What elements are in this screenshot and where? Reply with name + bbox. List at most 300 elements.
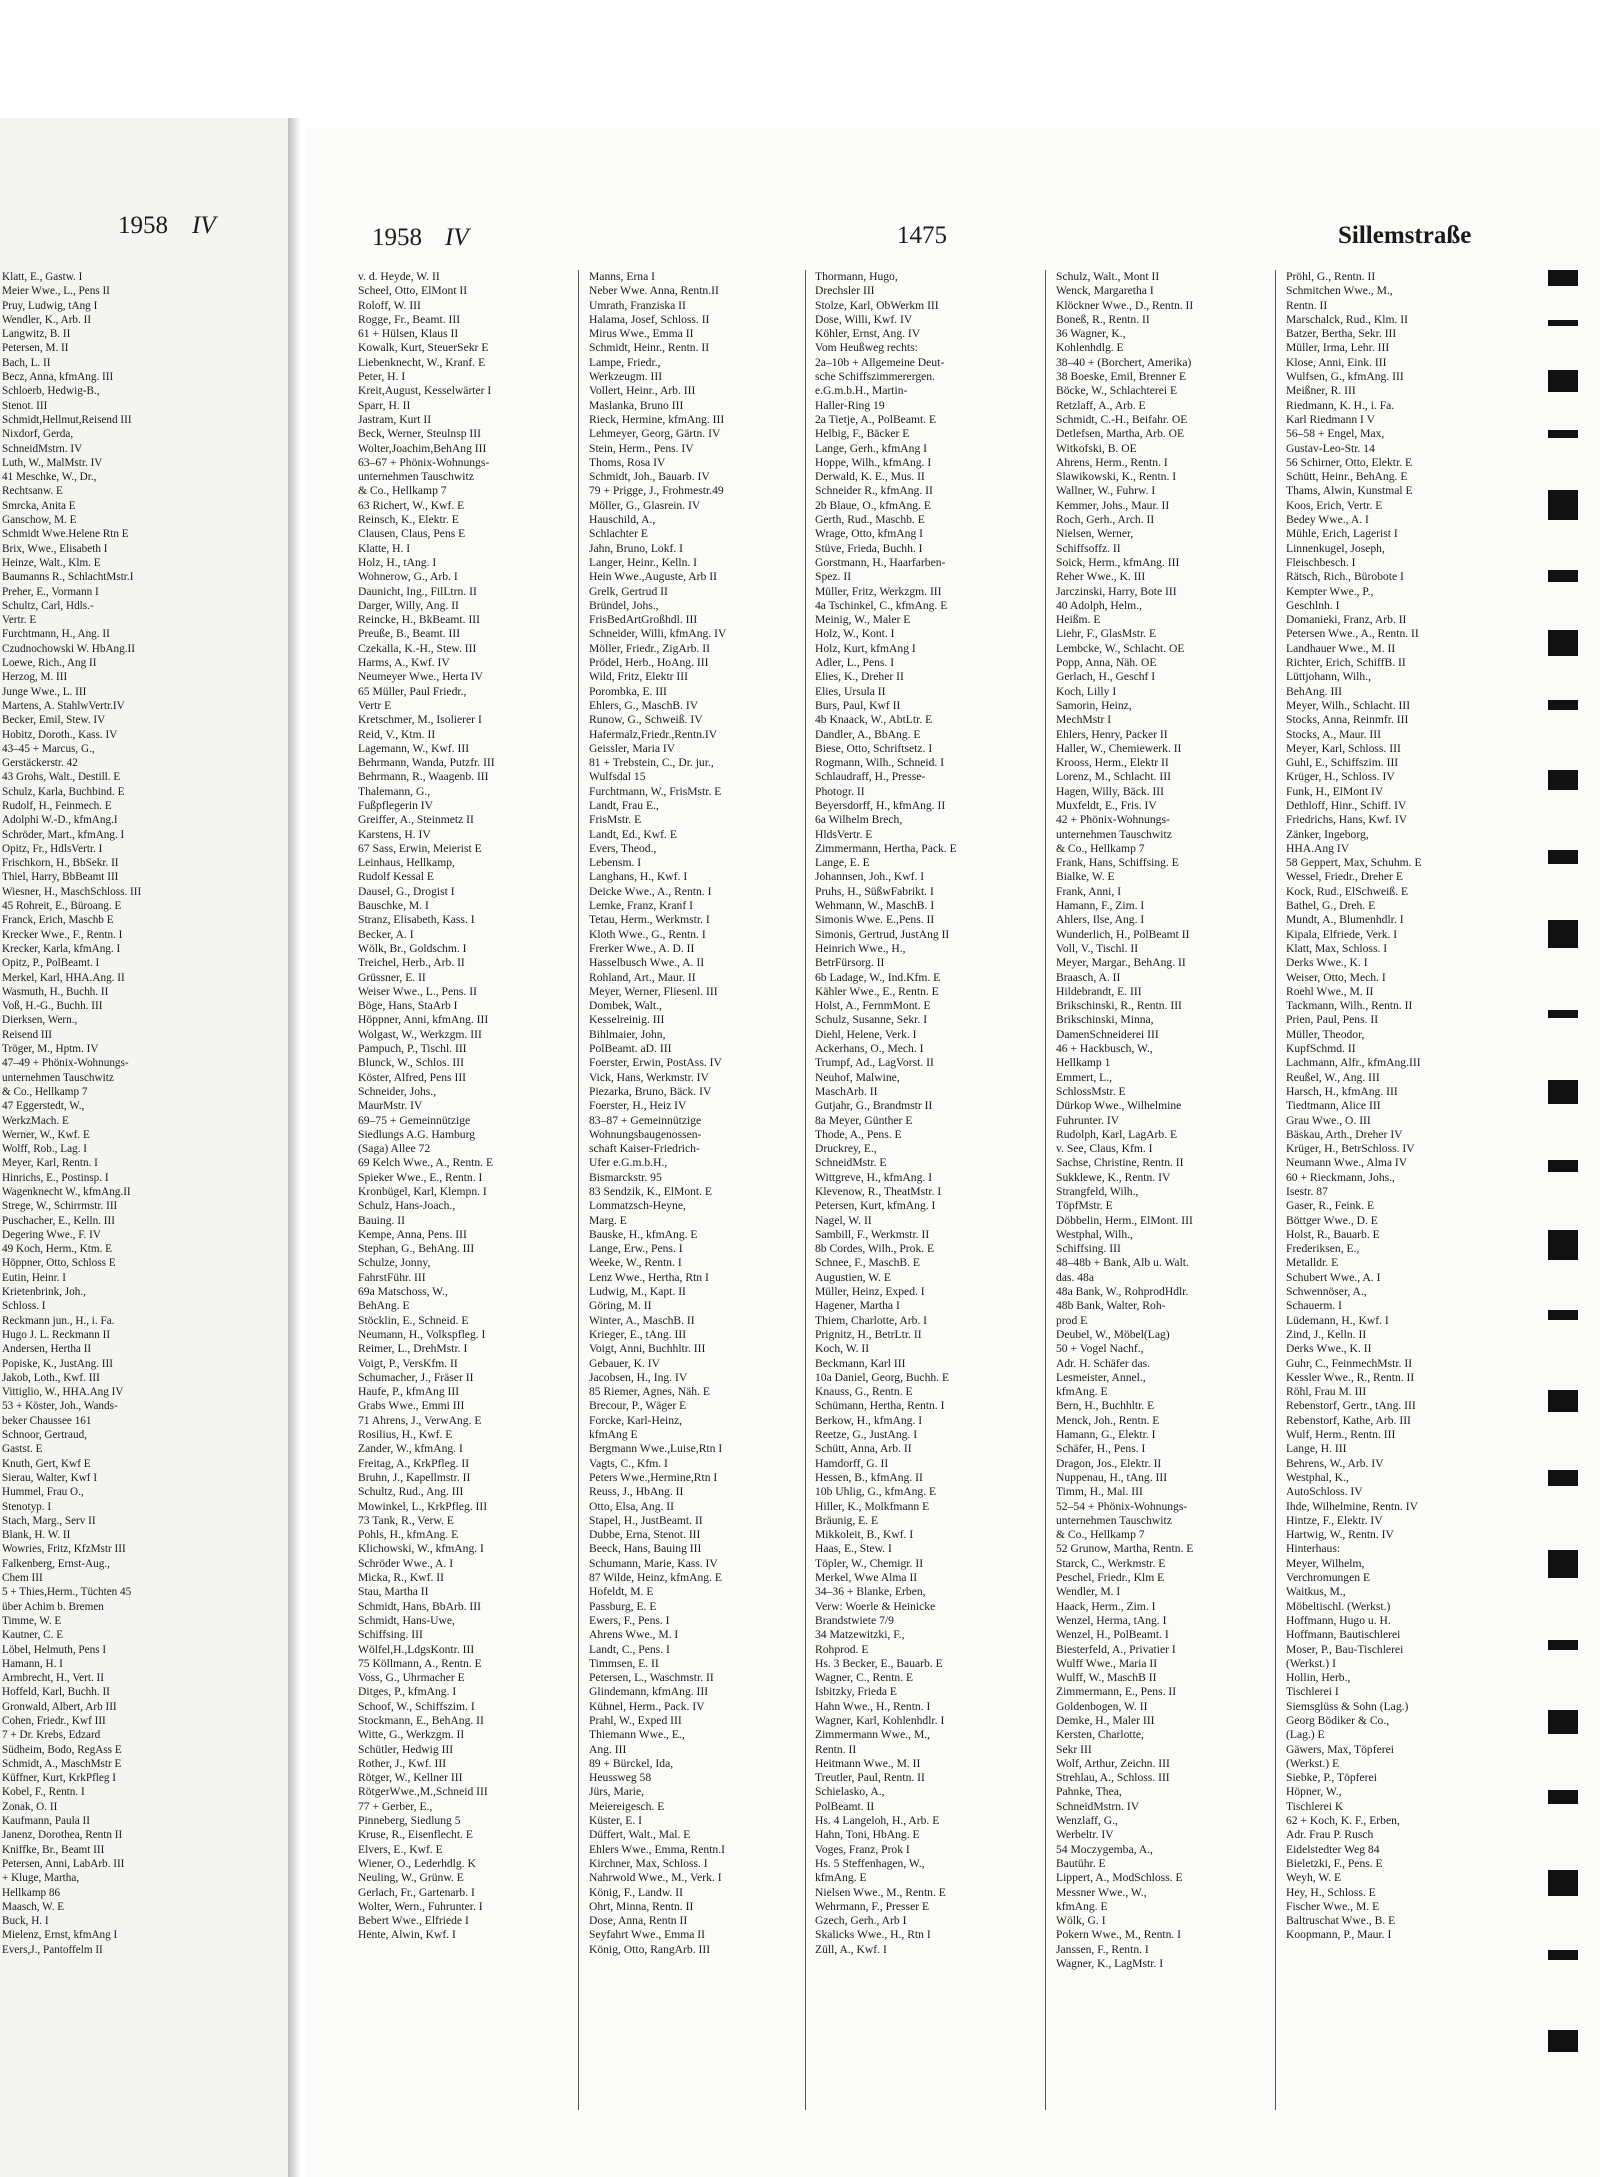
page-edge-index-marks (1548, 250, 1578, 2130)
directory-entry: Reid, V., Ktm. II (358, 727, 436, 741)
directory-entry: & Co., Hellkamp 7 (1056, 841, 1145, 855)
directory-entry: Heinze, Walt., Klm. E (2, 556, 101, 569)
directory-entry: Hinterhaus: (1286, 1542, 1341, 1556)
directory-entry: Kesselreinig. III (589, 1013, 665, 1027)
directory-entry: Treutler, Paul, Rentn. II (815, 1771, 925, 1785)
directory-entry: Hinrichs, E., Postinsp. I (2, 1171, 109, 1184)
directory-entry: Koopmann, P., Maur. I (1286, 1928, 1392, 1942)
directory-entry: Opitz, P., PolBeamt. I (2, 957, 100, 970)
directory-entry: Verchromungen E (1286, 1571, 1371, 1585)
directory-entry: Hildebrandt, E. III (1056, 984, 1142, 998)
directory-entry: Friedrichs, Hans, Kwf. IV (1286, 813, 1408, 827)
directory-entry: Küffner, Kurt, KrkPfleg I (2, 1772, 116, 1785)
directory-entry: Westphal, Wilh., (1056, 1227, 1133, 1241)
directory-entry: Dierksen, Wern., (2, 1014, 78, 1027)
directory-entry: (Werkst.) E (1286, 1756, 1340, 1770)
directory-entry: v. See, Claus, Kfm. I (1056, 1142, 1153, 1156)
directory-entry: Lange, Erw., Pens. I (589, 1242, 683, 1256)
directory-entry: Nahrwold Wwe., M., Verk. I (589, 1871, 722, 1885)
directory-entry: Tischlerei K (1286, 1799, 1344, 1813)
directory-entry: Höppner, Anni, kfmAng. III (358, 1013, 489, 1027)
directory-entry: Simonis Wwe. E.,Pens. II (815, 913, 935, 927)
directory-entry: Wolf, Arthur, Zeichn. III (1056, 1756, 1170, 1770)
directory-entry: Rohprod. E (815, 1642, 869, 1656)
directory-entry: Stolze, Karl, ObWerkm III (815, 298, 939, 312)
directory-entry: Reinsch, K., Elektr. E (358, 513, 459, 527)
directory-entry: Thams, Alwin, Kunstmal E (1286, 484, 1413, 498)
directory-entry: Grau Wwe., O. III (1286, 1113, 1371, 1127)
directory-entry: 61 + Hülsen, Klaus II (358, 327, 459, 341)
directory-entry: Schoof, W., Schiffszim. I (358, 1699, 475, 1713)
directory-entry: Hagen, Willy, Bäck. III (1056, 784, 1165, 798)
directory-entry: Popp, Anna, Näh. OE (1056, 656, 1157, 670)
directory-entry: Wölk, Br., Goldschm. I (358, 941, 467, 955)
directory-entry: Neumann, H., Volkspfleg. I (358, 1327, 486, 1341)
directory-entry: Detlefsen, Martha, Arb. OE (1056, 427, 1185, 441)
directory-entry: Vom Heußweg rechts: (815, 341, 918, 355)
directory-entry: Kohlenhdlg. E (1056, 341, 1124, 355)
directory-entry: Bergmann Wwe.,Luise,Rtn I (589, 1442, 723, 1456)
directory-entry: Dragon, Jos., Elektr. II (1056, 1456, 1162, 1470)
directory-entry: Strege, W., Schirrmstr. III (2, 1200, 118, 1213)
directory-entry: Stein, Herm., Pens. IV (589, 441, 694, 455)
directory-entry: Schmitchen Wwe., M., (1286, 284, 1393, 298)
directory-entry: Schmidt, C.-H., Beifahr. OE (1056, 412, 1188, 426)
directory-entry: Ewers, F., Pens. I (589, 1613, 670, 1627)
directory-entry: Stranz, Elisabeth, Kass. I (358, 913, 475, 927)
directory-entry: Meyer, Wilhelm, (1286, 1556, 1365, 1570)
directory-entry: Ditges, P., kfmAng. I (358, 1685, 457, 1699)
directory-entry: Pampuch, P., Tischl. III (358, 1042, 467, 1056)
directory-entry: Werkzeugm. III (589, 370, 663, 384)
directory-entry: SchneidMstr. E (815, 1156, 887, 1170)
directory-entry: Peschel, Friedr., Klm E (1056, 1571, 1165, 1585)
directory-entry: Karl Riedmann I V (1286, 412, 1375, 426)
directory-entry: Strangfeld, Wilh., (1056, 1185, 1139, 1198)
directory-entry: Schiffsing. III (1056, 1242, 1121, 1256)
directory-entry: Sierau, Walter, Kwf I (2, 1471, 98, 1484)
directory-entry: Ehlers, G., MaschB. IV (589, 698, 699, 712)
directory-entry: Boneß, R., Rentn. II (1056, 312, 1150, 326)
directory-entry: Meyer, Werner, Fliesenl. III (589, 984, 718, 998)
directory-entry: 52–54 + Phönix-Wohnungs- (1056, 1499, 1188, 1513)
directory-entry: Peters Wwe.,Hermine,Rtn I (589, 1470, 718, 1484)
directory-entry: 2a Tietje, A., PolBeamt. E (815, 412, 937, 426)
directory-entry: Derks Wwe., K. I (1286, 956, 1368, 970)
directory-entry: Hintze, F., Elektr. IV (1286, 1513, 1383, 1527)
directory-entry: 89 + Bürckel, Ida, (589, 1756, 674, 1770)
directory-entry: Reher Wwe., K. III (1056, 570, 1146, 584)
directory-entry: Hellkamp 86 (2, 1886, 61, 1899)
directory-entry: 5 + Thies,Herm., Tüchten 45 (2, 1586, 132, 1599)
directory-entry: Landt, Ed., Kwf. E (589, 827, 677, 841)
directory-entry: Voll, V., Tischl. II (1056, 941, 1139, 955)
directory-entry: Manns, Erna I (589, 270, 656, 283)
directory-entry: Jürs, Marie, (589, 1785, 645, 1799)
directory-entry: Mielenz, Ernst, kfmAng I (2, 1929, 118, 1942)
directory-entry: Zänker, Ingeborg, (1286, 827, 1369, 841)
directory-entry: Maslanka, Bruno III (589, 398, 684, 412)
directory-entry: Neumeyer Wwe., Herta IV (358, 670, 484, 684)
directory-entry: Lange, Gerh., kfmAng I (815, 441, 928, 455)
directory-entry: Weiser, Otto, Mech. I (1286, 970, 1386, 984)
directory-entry: Lüdemann, H., Kwf. I (1286, 1313, 1389, 1327)
directory-entry: Thiem, Charlotte, Arb. I (815, 1313, 928, 1327)
directory-entry: 10b Uhlig, G., kfmAng. E (815, 1485, 937, 1499)
directory-entry: Demke, H., Maler III (1056, 1713, 1155, 1727)
directory-entry: Schlaudraff, H., Presse- (815, 770, 926, 784)
directory-entry: Marschalck, Rud., Klm. II (1286, 312, 1409, 326)
directory-entry: Wenzel, Herma, tAng. I (1056, 1613, 1167, 1627)
directory-entry: Lebensm. I (589, 856, 642, 870)
directory-entry: (Lag.) E (1286, 1728, 1325, 1742)
directory-entry: Böcke, W., Schlachterei E (1056, 384, 1178, 398)
directory-entry: Kempe, Anna, Pens. III (358, 1227, 467, 1241)
directory-entry: Kloth Wwe., G., Rentn. I (589, 927, 706, 941)
directory-entry: Schiffsoffz. II (1056, 541, 1121, 555)
directory-entry: Lehmeyer, Georg, Gärtn. IV (589, 427, 721, 441)
directory-entry: Junge Wwe., L. III (2, 685, 87, 698)
directory-entry: Adr. H. Schäfer das. (1056, 1356, 1151, 1370)
directory-entry: Jahn, Bruno, Lokf. I (589, 541, 684, 555)
directory-entry: Treichel, Herb., Arb. II (358, 956, 465, 970)
directory-entry: Smrcka, Anita E (2, 499, 76, 512)
directory-entry: Blunck, W., Schlos. III (358, 1056, 464, 1070)
directory-entry: Eutin, Heinr. I (2, 1271, 67, 1284)
directory-entry: e.G.m.b.H., Martin- (815, 384, 908, 398)
directory-entry: 48a Bank, W., RohprodHdlr. (1056, 1285, 1189, 1299)
directory-entry: Grabs Wwe., Emmi III (358, 1399, 465, 1413)
directory-entry: 69a Matschoss, W., (358, 1285, 448, 1299)
directory-entry: TöpfMstr. E (1056, 1199, 1113, 1213)
directory-entry: v. d. Heyde, W. II (358, 270, 440, 283)
directory-entry: Mowinkel, L., KrkPfleg. III (358, 1499, 488, 1513)
directory-entry: Frank, Anni, I (1056, 884, 1122, 898)
directory-entry: Druckrey, E., (815, 1142, 877, 1156)
directory-entry: Sparr, H. II (358, 398, 411, 412)
directory-entry: Bräunig, E. E (815, 1513, 879, 1527)
directory-entry: Witte, G., Werkzgm. II (358, 1728, 465, 1742)
directory-entry: kfmAng. E (1056, 1899, 1108, 1913)
directory-entry: Landt, Frau E., (589, 798, 659, 812)
directory-entry: Baumanns R., SchlachtMstr.I (2, 571, 134, 584)
directory-entry: Reincke, H., BkBeamt. III (358, 613, 481, 627)
directory-entry: Verw: Woerle & Heinicke (815, 1599, 936, 1613)
directory-entry: 8b Cordes, Wilh., Prok. E (815, 1242, 935, 1256)
directory-entry: Wrage, Otto, kfmAng I (815, 527, 924, 541)
directory-entry: Kruse, R., Eisenflecht. E (358, 1828, 473, 1842)
directory-entry: Schloss. I (2, 1300, 46, 1313)
directory-entry: WerkzMach. E (2, 1114, 69, 1127)
directory-entry: Isbitzky, Frieda E (815, 1685, 897, 1699)
directory-entry: Fußpflegerin IV (358, 798, 434, 812)
listing-column-5 (1286, 270, 1496, 2110)
directory-entry: Kipala, Elfriede, Verk. I (1286, 927, 1398, 941)
directory-entry: Krüger, H., Schloss. IV (1286, 770, 1395, 784)
directory-entry: Wolter,Joachim,BehAng III (358, 441, 487, 455)
directory-entry: Wulfsen, G., kfmAng. III (1286, 370, 1404, 384)
directory-entry: & Co., Hellkamp 7 (1056, 1528, 1145, 1542)
directory-entry: 46 + Hackbusch, W., (1056, 1042, 1153, 1056)
directory-entry: Holst, R., Bauarb. E (1286, 1227, 1380, 1241)
directory-entry: Möller, G., Glasrein. IV (589, 498, 701, 512)
directory-entry: Schulz, Hans-Joach., (358, 1199, 456, 1213)
directory-entry: 79 + Prigge, J., Frohmestr.49 (589, 484, 724, 498)
directory-entry: 34 Matzewitzki, F., (815, 1628, 905, 1642)
directory-entry: Kowalk, Kurt, SteuerSekr E (358, 341, 489, 355)
directory-entry: Koch, W. II (815, 1342, 870, 1356)
directory-entry: Thiemann Wwe., E., (589, 1728, 685, 1742)
directory-entry: Müller, Heinz, Exped. I (815, 1285, 925, 1299)
street-name-header: Sillemstraße (1338, 222, 1472, 249)
directory-entry: Hoffeld, Karl, Buchh. II (2, 1686, 110, 1699)
directory-entry: Lommatzsch-Heyne, (589, 1199, 686, 1213)
directory-entry: Becker, A. I (358, 927, 414, 941)
directory-entry: Petersen, L., Waschmstr. II (589, 1671, 714, 1685)
directory-entry: Adolphi W.-D., kfmAng.I (2, 814, 118, 827)
directory-entry: Hobitz, Doroth., Kass. IV (2, 728, 118, 741)
directory-entry: Knuth, Gert, Kwf E (2, 1457, 91, 1470)
directory-entry: Langwitz, B. II (2, 328, 71, 341)
directory-entry: Runow, G., Schweiß. IV (589, 713, 703, 727)
directory-entry: Behrens, W., Arb. IV (1286, 1456, 1384, 1470)
directory-entry: 38–40 + (Borchert, Amerika) (1056, 355, 1192, 369)
directory-entry: Mundt, A., Blumenhdlr. I (1286, 913, 1404, 927)
directory-entry: Schmidt, Joh., Bauarb. IV (589, 470, 710, 484)
directory-entry: Ganschow, M. E (2, 514, 77, 527)
directory-entry: Georg Bödiker & Co., (1286, 1713, 1390, 1727)
directory-entry: Hummel, Frau O., (2, 1486, 84, 1499)
directory-entry: 4b Knaack, W., AbtLtr. E (815, 713, 933, 727)
directory-entry: Baltruschat Wwe., B. E (1286, 1914, 1396, 1928)
directory-entry: Weeke, W., Rentn. I (589, 1256, 682, 1270)
directory-entry: Stöcklin, E., Schneid. E (358, 1313, 469, 1327)
directory-entry: unternehmen Tauschwitz (1056, 827, 1172, 841)
directory-entry: 6b Ladage, W., Ind.Kfm. E (815, 970, 941, 984)
directory-entry: Herzog, M. III (2, 671, 68, 684)
directory-entry: Wohnungsbaugenossen- (589, 1127, 702, 1141)
directory-entry: Schröder Wwe., A. I (358, 1556, 454, 1570)
directory-entry: Wolgast, W., Werkzgm. III (358, 1027, 482, 1041)
directory-entry: Jarczinski, Harry, Bote III (1056, 584, 1177, 598)
directory-entry: König, Otto, RangArb. III (589, 1942, 711, 1956)
directory-entry: (Werkst.) I (1286, 1656, 1336, 1670)
directory-entry: Krietenbrink, Joh., (2, 1286, 86, 1299)
directory-entry: Forcke, Karl-Heinz, (589, 1413, 683, 1427)
directory-entry: Kautner, C. E (2, 1629, 64, 1642)
directory-entry: Czekalla, K.-H., Stew. III (358, 641, 477, 655)
directory-entry: (Saga) Allee 72 (358, 1142, 431, 1156)
directory-entry: Landt, C., Pens. I (589, 1642, 670, 1656)
directory-entry: Foerster, H., Heiz IV (589, 1099, 687, 1113)
directory-entry: RötgerWwe.,M.,Schneid III (358, 1785, 488, 1799)
directory-entry: Deubel, W., Möbel(Lag) (1056, 1327, 1170, 1341)
directory-entry: Franck, Erich, Maschb E (2, 914, 114, 927)
directory-entry: Thalemann, G., (358, 784, 431, 798)
directory-entry: Jastram, Kurt II (358, 412, 432, 426)
directory-entry: Krecker Wwe., F., Rentn. I (2, 928, 123, 941)
directory-entry: Drechsler III (815, 284, 875, 298)
directory-entry: Göring, M. II (589, 1299, 652, 1313)
directory-entry: SchneidMstrn. IV (2, 442, 83, 455)
directory-entry: Kemmer, Johs., Maur. II (1056, 498, 1170, 512)
directory-entry: Jacobsen, H., Ing. IV (589, 1370, 688, 1384)
listing-column-3 (815, 270, 1035, 2110)
directory-entry: Gerlach, H., Geschf I (1056, 670, 1156, 684)
directory-entry: Kobel, F., Rentn. I (2, 1786, 85, 1799)
directory-entry: Hein Wwe.,Auguste, Arb II (589, 570, 717, 584)
directory-entry: Petersen, Kurt, kfmAng. I (815, 1199, 936, 1213)
directory-entry: Pröhl, G., Rentn. II (1286, 270, 1376, 283)
directory-entry: SchneidMstrn. IV (1056, 1799, 1140, 1813)
directory-entry: Halama, Josef, Schloss. II (589, 312, 710, 326)
directory-entry: Werbeltr. IV (1056, 1828, 1114, 1842)
directory-entry: Bauske, H., kfmAng. E (589, 1227, 698, 1241)
directory-entry: Gustav-Leo-Str. 14 (1286, 441, 1375, 455)
left-page-year: 1958 (118, 212, 168, 239)
directory-entry: Kreit,August, Kesselwärter I (358, 384, 492, 398)
directory-entry: Rieck, Hermine, kfmAng. III (589, 412, 725, 426)
directory-entry: MechMstr I (1056, 713, 1112, 727)
directory-entry: Zimmermann, Hertha, Pack. E (815, 841, 957, 855)
directory-entry: Schneider, Johs., (358, 1084, 437, 1098)
directory-entry: Furchtmann, H., Ang. II (2, 628, 110, 641)
directory-entry: 48–48b + Bank, Alb u. Walt. (1056, 1256, 1189, 1270)
directory-entry: Prahl, W., Exped III (589, 1713, 682, 1727)
directory-entry: Kronbügel, Karl, Klempn. I (358, 1185, 487, 1198)
directory-entry: 50 + Vogel Nachf., (1056, 1342, 1144, 1356)
column-rule (1045, 270, 1046, 2110)
listing-column-2 (589, 270, 795, 2110)
directory-entry: Stocks, Anna, Reinmfr. III (1286, 713, 1409, 727)
directory-entry: Wunderlich, H., PolBeamt II (1056, 927, 1190, 941)
directory-entry: 63–67 + Phönix-Wohnungs- (358, 455, 490, 469)
directory-entry: Voges, Franz, Prok I (815, 1842, 910, 1856)
directory-entry: Riedmann, K. H., i. Fa. (1286, 398, 1395, 412)
directory-entry: Reisend III (2, 1028, 53, 1041)
directory-entry: Tetau, Herm., Werkmstr. I (589, 913, 710, 927)
directory-entry: Simonis, Gertrud, JustAng II (815, 927, 950, 941)
directory-entry: Merkel, Karl, HHA.Ang. II (2, 971, 125, 984)
directory-entry: 81 + Trebstein, C., Dr. jur., (589, 756, 714, 770)
directory-entry: Lange, E. E (815, 856, 870, 870)
directory-entry: Lemke, Franz, Kranf I (589, 899, 693, 913)
directory-entry: Bäskau, Arth., Dreher IV (1286, 1127, 1403, 1141)
directory-entry: Döbbelin, Herm., ElMont. III (1056, 1213, 1193, 1227)
directory-entry: FrisBedArtGroßhdl. III (589, 613, 698, 627)
directory-entry: PolBeamt. aD. III (589, 1042, 672, 1056)
directory-entry: Neuhof, Malwine, (815, 1070, 900, 1084)
directory-entry: Mühle, Erich, Lagerist I (1286, 527, 1398, 541)
directory-entry: BehAng. E (358, 1299, 410, 1313)
directory-entry: Höppner, Otto, Schloss E (2, 1257, 116, 1270)
directory-entry: Klatte, H. I (358, 541, 411, 555)
directory-entry: Piezarka, Bruno, Bäck. IV (589, 1084, 712, 1098)
directory-entry: Hahn, Toni, HbAng. E (815, 1828, 920, 1842)
directory-entry: 56–58 + Engel, Max, (1286, 427, 1385, 441)
column-rule (1275, 270, 1276, 2110)
directory-entry: 7 + Dr. Krebs, Edzard (2, 1729, 101, 1742)
directory-entry: Biesterfeld, A., Privatier I (1056, 1642, 1176, 1656)
directory-entry: Schmidt Wwe.Helene Rtn E (2, 528, 129, 541)
directory-entry: Bruhn, J., Kapellmstr. II (358, 1470, 471, 1484)
directory-entry: Höpner, W., (1286, 1785, 1342, 1799)
directory-entry: Behrmann, R., Waagenb. III (358, 770, 489, 784)
directory-entry: Luth, W., MalMstr. IV (2, 456, 103, 469)
directory-entry: Emmert, L., (1056, 1070, 1113, 1084)
directory-entry: Armbrecht, H., Vert. II (2, 1672, 105, 1685)
directory-entry: Helbig, F., Bäcker E (815, 427, 910, 441)
directory-entry: Dandler, A., BbAng. E (815, 727, 921, 741)
directory-entry: Möbeltischl. (Werkst.) (1286, 1599, 1391, 1613)
directory-entry: Timmsen, E. II (589, 1656, 659, 1670)
listing-column-4 (1056, 270, 1264, 2110)
directory-entry: Stenot. III (2, 399, 48, 412)
directory-entry: Schulz, Karla, Buchbind. E (2, 785, 125, 798)
directory-entry: Waitkus, M., (1286, 1585, 1346, 1599)
directory-entry: Schulz, Susanne, Sekr. I (815, 1013, 928, 1027)
directory-entry: Lembcke, W., Schlacht. OE (1056, 641, 1185, 655)
directory-entry: Tackmann, Wilh., Rentn. II (1286, 999, 1413, 1013)
directory-entry: Adler, L., Pens. I (815, 656, 895, 670)
page-number: 1475 (897, 222, 947, 249)
directory-entry: Kempter Wwe., P., (1286, 584, 1374, 598)
directory-entry: Rogmann, Wilh., Schneid. I (815, 756, 945, 770)
directory-entry: Wild, Fritz, Elektr III (589, 670, 689, 684)
directory-entry: Rudolf Kessal E (358, 870, 434, 884)
directory-entry: Karstens, H. IV (358, 827, 431, 841)
directory-entry: Roch, Gerh., Arch. II (1056, 513, 1155, 527)
directory-entry: Hagener, Martha I (815, 1299, 900, 1313)
directory-entry: Hahn Wwe., H., Rentn. I (815, 1699, 931, 1713)
directory-entry: Lenz Wwe., Hertha, Rtn I (589, 1270, 709, 1284)
directory-entry: Janssen, F., Rentn. I (1056, 1942, 1149, 1956)
directory-entry: Gerstäckerstr. 42 (2, 757, 78, 770)
directory-entry: Schütt, Heinr., BehAng. E (1286, 470, 1408, 484)
directory-entry: 49 Koch, Herm., Ktm. E (2, 1243, 112, 1256)
directory-entry: Hamann, G., Elektr. I (1056, 1428, 1156, 1442)
directory-entry: Lagemann, W., Kwf. III (358, 741, 470, 755)
directory-entry: Brecour, P., Wäger E (589, 1399, 687, 1413)
directory-entry: Ahrens Wwe., M. I (589, 1628, 679, 1642)
directory-entry: Becker, Emil, Stew. IV (2, 714, 106, 727)
directory-entry: Seyfahrt Wwe., Emma II (589, 1928, 706, 1942)
directory-entry: Wagner, K., LagMstr. I (1056, 1957, 1164, 1971)
directory-entry: Müller, Theodor, (1286, 1027, 1365, 1041)
directory-entry: Bedey Wwe., A. I (1286, 513, 1369, 527)
directory-entry: Wagner, C., Rentn. E (815, 1671, 914, 1685)
directory-entry: Wolter, Wern., Fuhrunter. I (358, 1899, 483, 1913)
directory-entry: Umrath, Franziska II (589, 298, 686, 312)
directory-entry: Ludwig, M., Kapt. II (589, 1285, 686, 1299)
directory-entry: 83 Sendzik, K., ElMont. E (589, 1185, 713, 1198)
directory-entry: Preher, E., Vormann I (2, 585, 99, 598)
directory-entry: 87 Wilde, Heinz, kfmAng. E (589, 1571, 722, 1585)
directory-entry: Schwennöser, A., (1286, 1285, 1367, 1299)
directory-entry: 38 Boeske, Emil, Brenner E (1056, 370, 1187, 384)
directory-entry: Bihlmaier, John, (589, 1027, 666, 1041)
directory-entry: Derwald, K. E., Mus. II (815, 470, 925, 484)
directory-entry: Dethloff, Hinr., Schiff. IV (1286, 798, 1407, 812)
directory-entry: Neber Wwe. Anna, Rentn.II (589, 284, 719, 298)
directory-entry: Cohen, Friedr., Kwf III (2, 1714, 106, 1727)
directory-entry: Wehmann, W., MaschB. I (815, 899, 935, 913)
directory-entry: Heitmann Wwe., M. II (815, 1756, 921, 1770)
directory-entry: 69–75 + Gemeinnützige (358, 1113, 471, 1127)
directory-entry: Zander, W., kfmAng. I (358, 1442, 463, 1456)
directory-entry: Wolff, Rob., Lag. I (2, 1143, 87, 1156)
directory-entry: MaschArb. II (815, 1084, 878, 1098)
